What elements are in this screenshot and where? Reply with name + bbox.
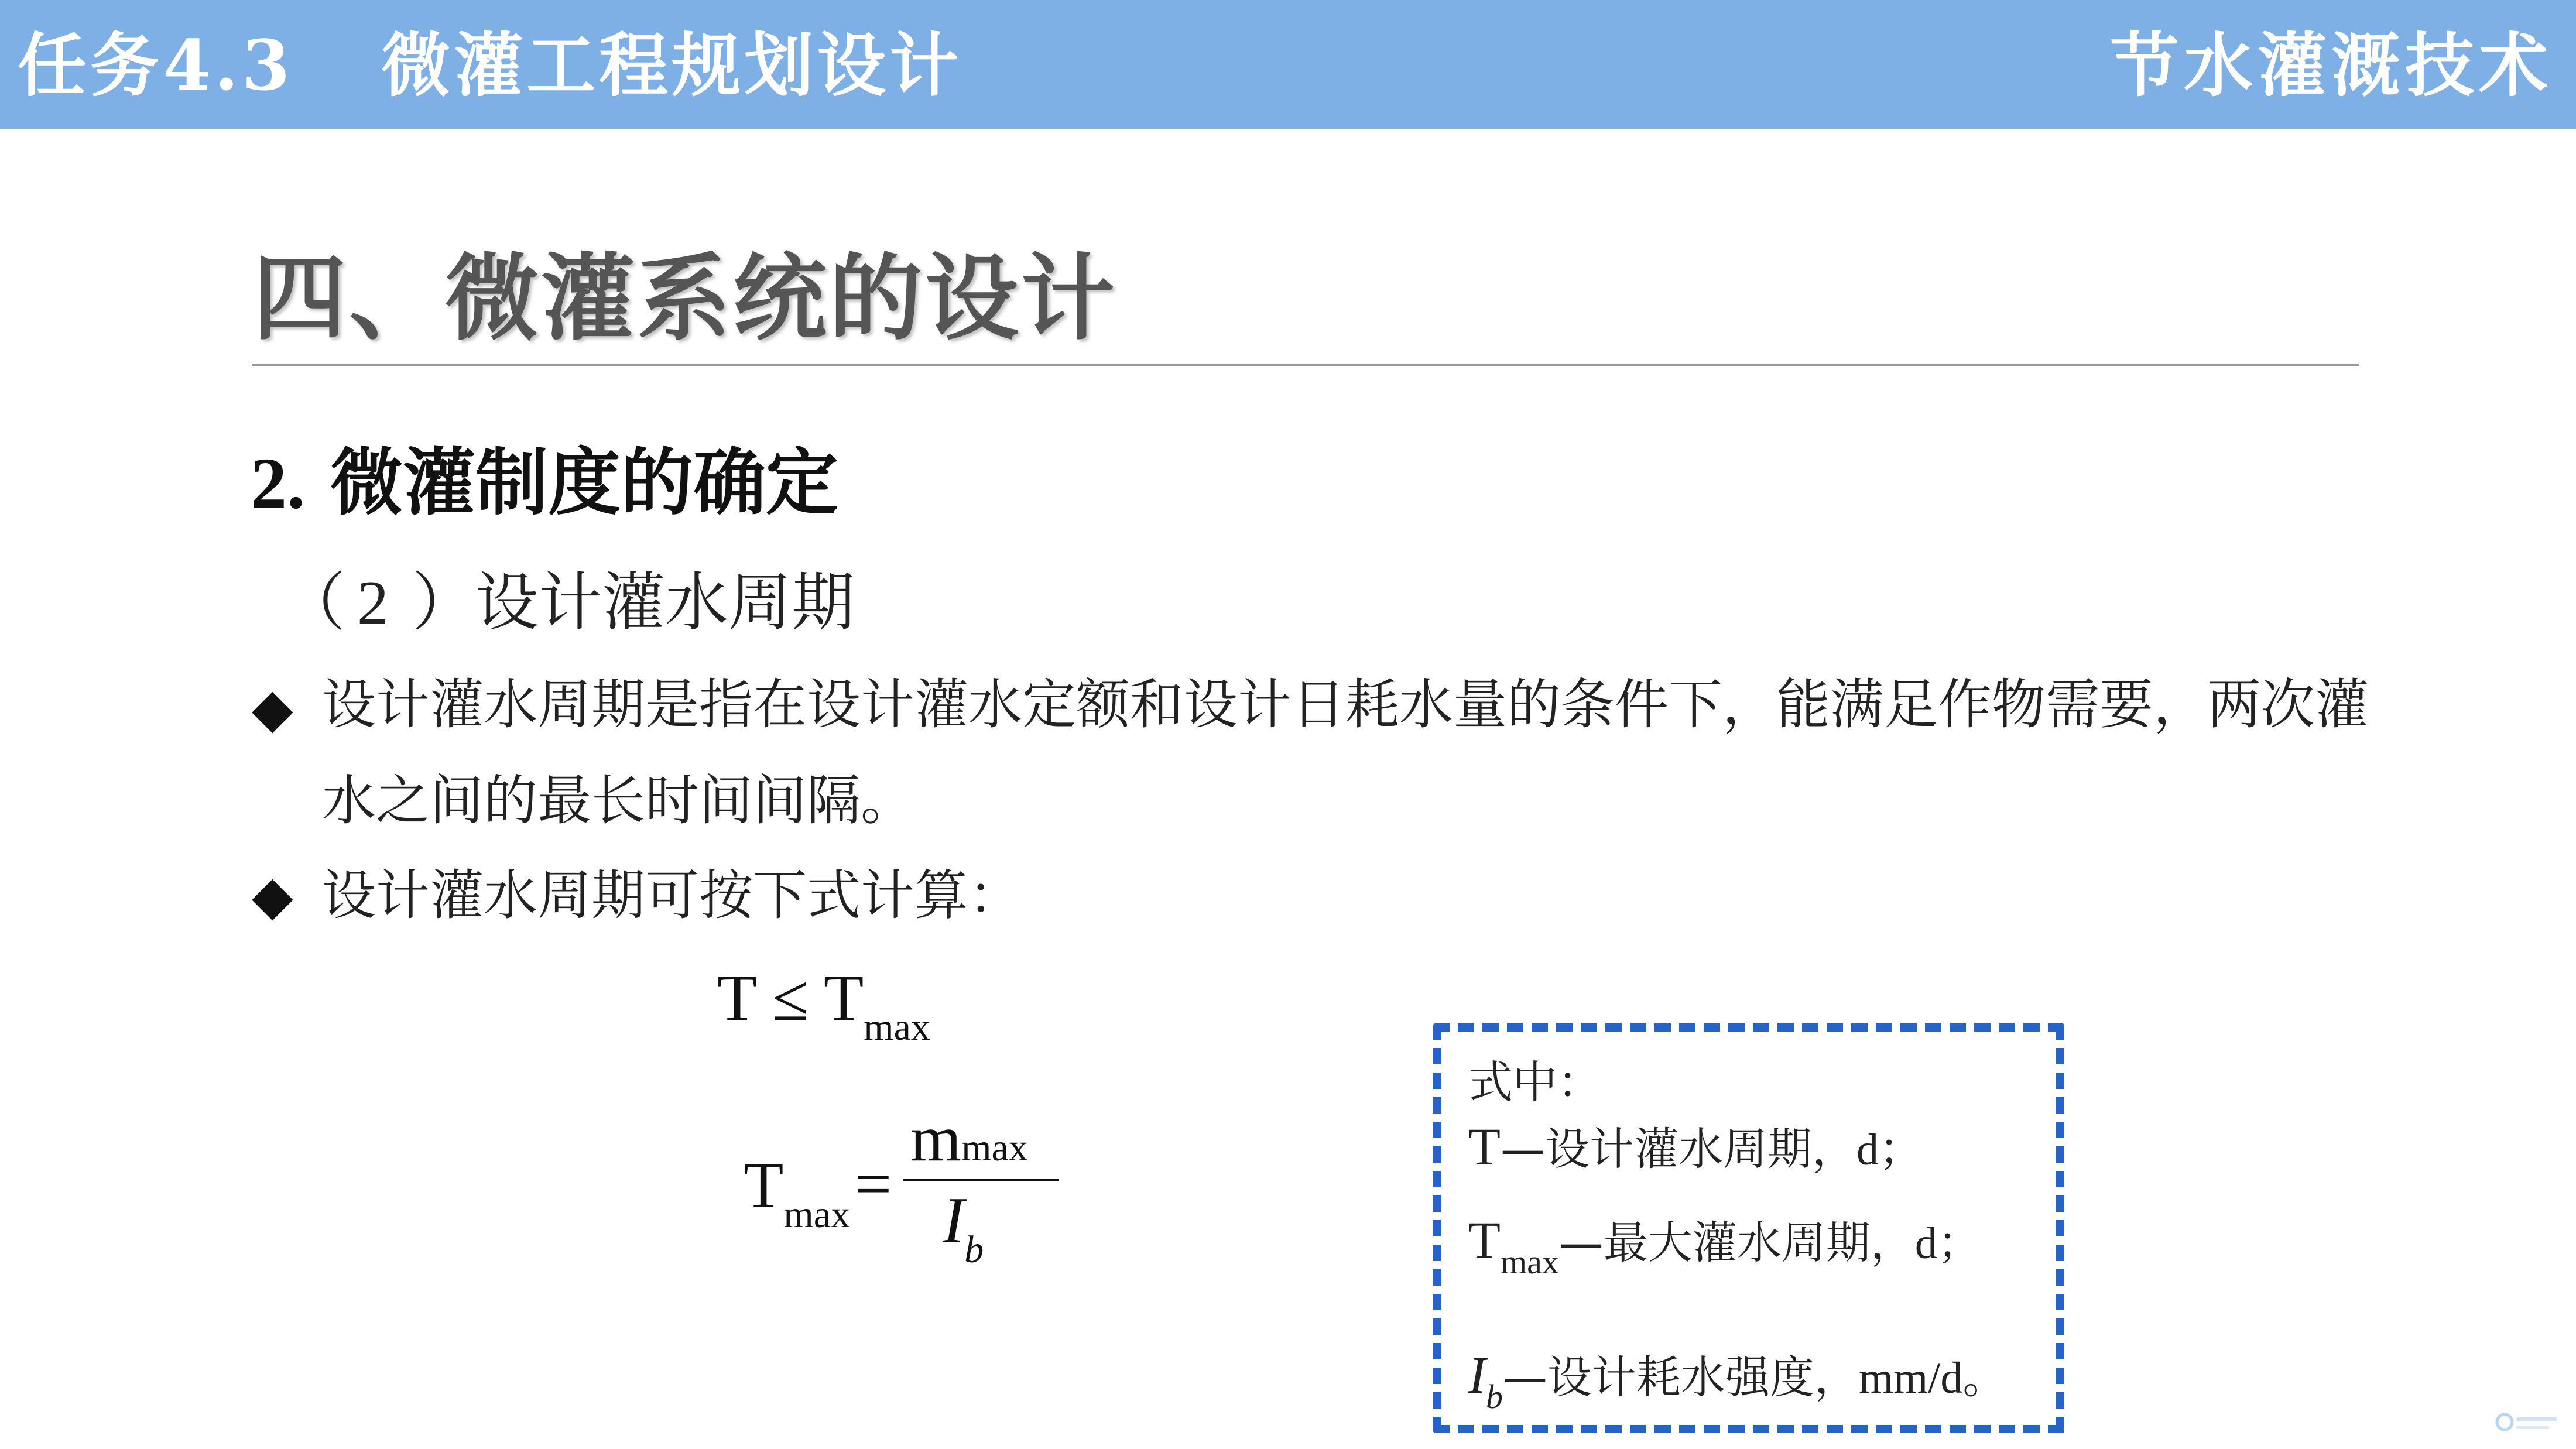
- formula-t-le-tmax: [717, 960, 930, 1066]
- legend-row-3-desc: —设计耗水强度，: [1502, 1351, 1859, 1403]
- f2-lhs: [744, 1147, 850, 1253]
- legend-heading: 式中：: [1468, 1056, 1602, 1108]
- task-title: 微灌工程规划设计: [381, 25, 962, 106]
- diamond-icon: ◆: [252, 864, 293, 927]
- legend-row-3-unit: mm/d: [1858, 1354, 1963, 1403]
- subsection-label: 微灌制度的确定: [330, 441, 839, 525]
- legend-row-2-desc: —最大灌水周期，: [1558, 1217, 1915, 1269]
- bullet-1-line-1: 设计灌水周期是指在设计灌水定额和设计日耗水量的条件下，能满足作物需要，两次灌: [322, 673, 2369, 736]
- legend-row-2-sub: max: [1500, 1243, 1559, 1281]
- subsection-number: 2.: [251, 443, 305, 523]
- diamond-icon: ◆: [252, 677, 293, 739]
- item-heading: [282, 556, 855, 650]
- legend-row-ib: [1468, 1342, 2007, 1416]
- title-divider: [252, 364, 2359, 366]
- f1-lhs: T: [717, 962, 756, 1034]
- bullet-1-line-2: 水之间的最长时间间隔。: [322, 769, 915, 832]
- f1-rhs-sub: max: [864, 1006, 930, 1049]
- task-heading: [18, 19, 962, 112]
- header-bar: [0, 0, 2576, 129]
- legend-row-3-end: 。: [1962, 1351, 2008, 1403]
- f2-lhs-sub: max: [783, 1193, 851, 1236]
- legend-row-1-sym: T: [1468, 1118, 1501, 1176]
- course-name: 节水灌溉技术: [2109, 25, 2553, 106]
- f2-num-sub: max: [961, 1126, 1028, 1169]
- subsection-title: [251, 436, 838, 530]
- f2-denominator: [943, 1183, 984, 1288]
- item-close-paren: ）: [412, 566, 476, 639]
- legend-row-t: [1468, 1114, 1923, 1177]
- bullet-text-1: [322, 657, 2395, 849]
- item-number: 2: [357, 568, 389, 638]
- f2-numerator: [910, 1101, 1028, 1186]
- f2-lhs-sym: T: [744, 1149, 784, 1222]
- section-title: 四、微灌系统的设计: [253, 244, 1118, 353]
- legend-row-3-sym: I: [1468, 1347, 1486, 1405]
- bullet-2-line-1: 设计灌水周期可按下式计算：: [322, 864, 1023, 927]
- f2-num-sym: m: [910, 1102, 962, 1175]
- legend-row-1-end: ；: [1878, 1123, 1923, 1175]
- legend-row-2-sym: T: [1468, 1212, 1501, 1270]
- item-open-paren: （: [282, 566, 346, 639]
- item-title: 设计灌水周期: [475, 566, 855, 639]
- f2-op: =: [855, 1148, 892, 1221]
- legend-row-tmax: [1468, 1207, 1982, 1282]
- legend-row-1-desc: —设计灌水周期，: [1500, 1123, 1856, 1175]
- legend-row-1-unit: d: [1856, 1125, 1879, 1174]
- symbol-legend-box: [1433, 1023, 2064, 1433]
- f1-op: ≤: [772, 962, 809, 1034]
- f2-den-sub: b: [964, 1228, 984, 1271]
- task-number: 任务4.3: [18, 25, 294, 106]
- f1-rhs: T: [823, 962, 864, 1034]
- formula-tmax: [744, 1101, 1095, 1276]
- fraction-bar: [903, 1179, 1059, 1181]
- watermark-logo: [2494, 1402, 2563, 1443]
- legend-row-2-end: ；: [1937, 1217, 1982, 1269]
- legend-row-2-unit: d: [1914, 1219, 1937, 1268]
- legend-row-3-sub: b: [1485, 1378, 1503, 1416]
- f2-den-sym: I: [943, 1184, 965, 1257]
- bullet-text-2: [322, 848, 2395, 944]
